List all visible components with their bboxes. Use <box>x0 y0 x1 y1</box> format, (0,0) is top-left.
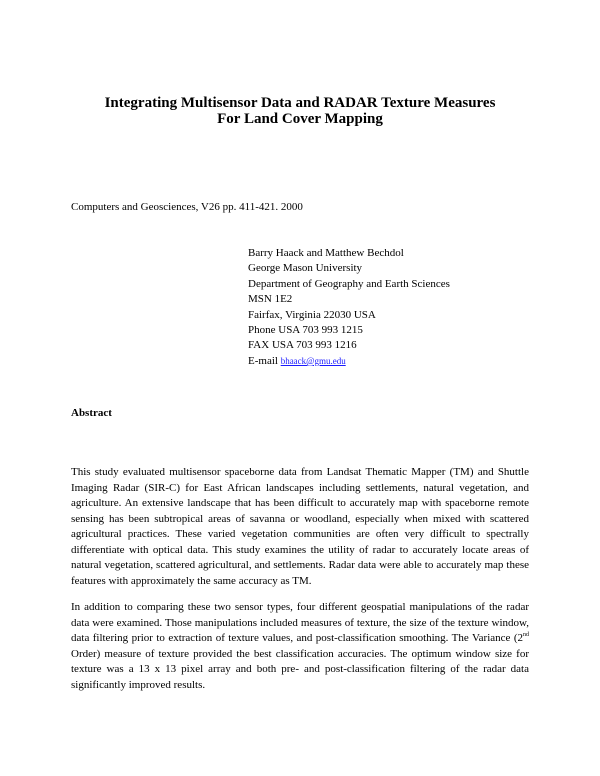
journal-citation: Computers and Geosciences, V26 pp. 411-421. 2000 <box>71 201 303 213</box>
author-university: George Mason University <box>248 262 363 275</box>
author-mail-stop: MSN 1E2 <box>248 293 293 306</box>
abstract-paragraph-1: This study evaluated multisensor spaceborne data from Landsat Thematic Mapper (TM) and Shuttle Imaging Radar (SIR-C) for East African landscapes including settlements, natural vegetation, and agriculture. An extensive landscape that has been difficult to accurately map with spaceborne remote sensing has been subtropical areas of savanna or woodland, especially when mixed with scattered agricultural practices. These varied vegetation communities are often very difficult to spectrally differentiate with optical data. This study examines the utility of radar to accurately locate areas of natural vegetation, scattered agricultural, and settlements. Radar data were able to accurately map these features with approximately the same accuracy as TM. <box>71 466 529 587</box>
superscript-nd: nd <box>523 632 529 638</box>
abstract-heading: Abstract <box>71 407 112 419</box>
author-names: Barry Haack and Matthew Bechdol <box>248 247 404 259</box>
author-phone: Phone USA 703 993 1215 <box>248 324 363 337</box>
paper-title-line-2: For Land Cover Mapping <box>217 111 383 127</box>
author-fax: FAX USA 703 993 1216 <box>248 339 357 352</box>
abstract-paragraph-2-part-2: Order) measure of texture provided the best classification accuracies. The optimum window size for texture was a 13 x 13 pixel array and both pre- and post-classification filtering of the radar data significantly improved results. <box>71 647 529 691</box>
abstract-paragraph-2 <box>71 600 529 693</box>
author-affiliation-block <box>248 246 450 369</box>
author-city: Fairfax, Virginia 22030 USA <box>248 308 376 321</box>
author-department: Department of Geography and Earth Sciences <box>248 277 450 290</box>
paper-title-line-1: Integrating Multisensor Data and RADAR Texture Measures <box>104 95 496 111</box>
author-email-line <box>248 354 450 369</box>
email-label: E-mail <box>248 354 278 367</box>
abstract-paragraph-2-part-1: In addition to comparing these two sensor types, four different geospatial manipulations of the radar data were examined. Those manipulations included measures of texture, the size of the texture window, data filtering prior to extraction of texture values, and post-classification smoothing. The Variance (2 <box>71 601 529 644</box>
email-link[interactable]: bhaack@gmu.edu <box>280 355 346 366</box>
